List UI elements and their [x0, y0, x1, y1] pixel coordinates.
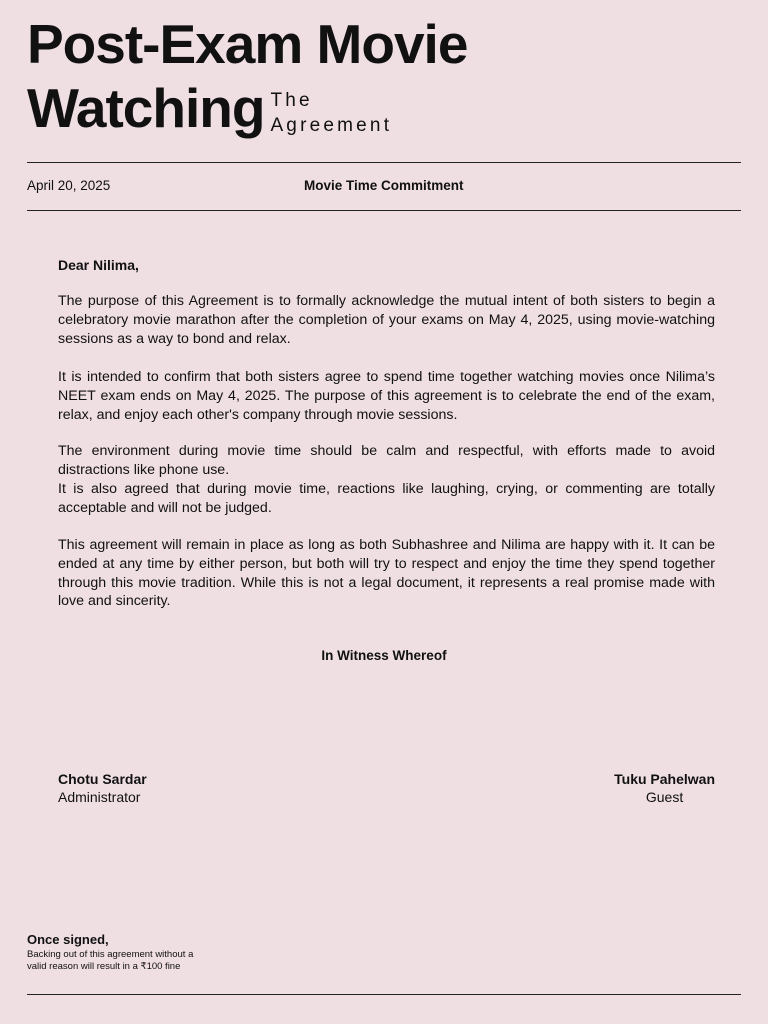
witness-heading: In Witness Whereof: [321, 648, 447, 663]
signatory-name: Chotu Sardar: [58, 771, 147, 787]
top-divider: [27, 162, 741, 163]
letter-paragraph-4: It is also agreed that during movie time, reactions like laughing, crying, or commenting are totally acceptable and will not be judged.: [58, 481, 715, 516]
footnote-heading: Once signed,: [27, 932, 109, 947]
letter-paragraph-1: The purpose of this Agreement is to formally acknowledge the mutual intent of both sisters to begin a celebratory movie marathon after the completion of your exams on May 4, 2025, using movie-watching sessions as a way to bond and relax.: [58, 293, 715, 347]
bottom-divider: [27, 994, 741, 995]
letter-greeting: Dear Nilima,: [58, 257, 139, 273]
title-line-1: Post-Exam Movie: [27, 13, 468, 75]
document-title: Movie Time Commitment: [304, 178, 464, 193]
footnote-text: Backing out of this agreement without a valid reason will result in a ₹100 fine: [27, 949, 194, 973]
subtitle-line-2: Agreement: [270, 115, 393, 136]
letter-paragraph-5: This agreement will remain in place as long as both Subhashree and Nilima are happy with it. It can be ended at any time by either person, but both will try to respect and enjoy the time they spend together through this movie tradition. While this is not a legal document, it represents a real promise made with love and sincerity.: [58, 537, 715, 610]
signatory-right: [614, 770, 715, 806]
signatory-name: Tuku Pahelwan: [614, 771, 715, 787]
title-line-2-wrapper: [27, 76, 264, 140]
letter-paragraph-2: It is intended to confirm that both sisters agree to spend time together watching movies once Nilima’s NEET exam ends on May 4, 2025. The purpose of this agreement is to celebrate the end of the exam, relax, and enjoy each other's company through movie sessions.: [58, 369, 715, 423]
signatory-left: [58, 770, 147, 806]
title-line-2: Watching: [27, 77, 265, 139]
subtitle-line-1: The: [270, 90, 313, 111]
header-divider: [27, 210, 741, 211]
signatory-role: Administrator: [58, 789, 141, 805]
letter-paragraph-3: The environment during movie time should be calm and respectful, with efforts made to avoid distractions like phone use.: [58, 443, 715, 478]
document-date: April 20, 2025: [27, 178, 111, 193]
subtitle: [270, 88, 392, 138]
signatory-role: Guest: [645, 789, 684, 805]
